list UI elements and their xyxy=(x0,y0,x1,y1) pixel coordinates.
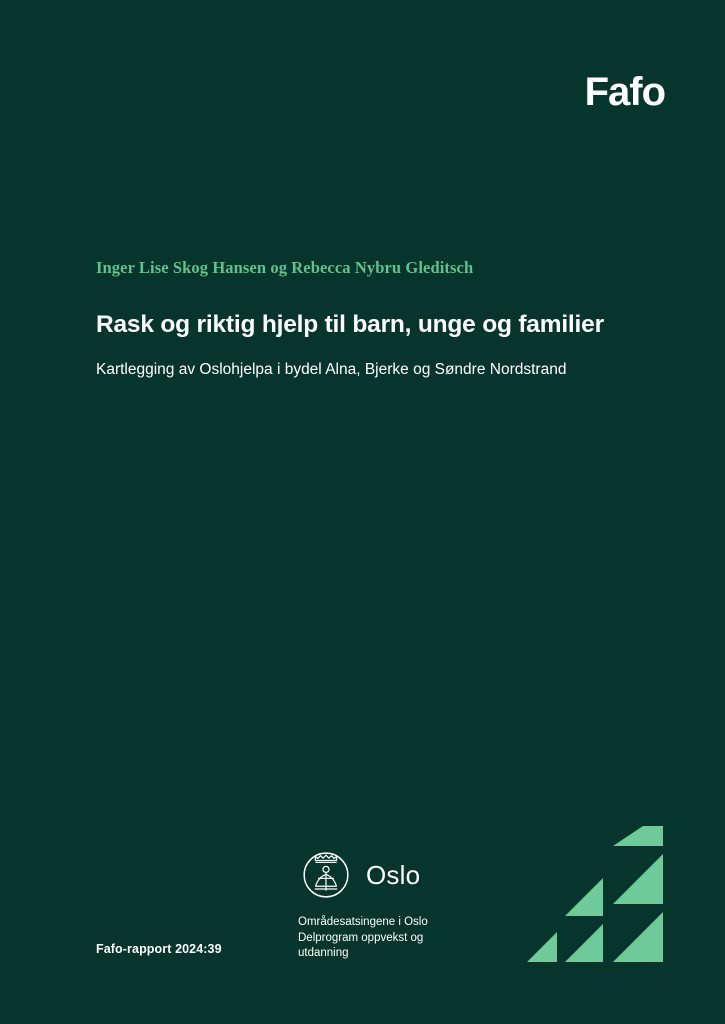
oslo-coat-of-arms-icon xyxy=(298,847,354,903)
fafo-logo: Fafo xyxy=(584,70,665,114)
partner-logo-block xyxy=(298,847,498,962)
authors-line: Inger Lise Skog Hansen og Rebecca Nybru Gleditsch xyxy=(96,258,474,277)
report-identifier: Fafo-rapport 2024:39 xyxy=(96,942,222,956)
page-title: Rask og riktig hjelp til barn, unge og familier xyxy=(96,311,604,338)
triangles-decoration-icon xyxy=(527,826,663,962)
partner-caption: Områdesatsingene i Oslo Delprogram oppvekst og utdanning xyxy=(298,916,428,960)
oslo-wordmark: Oslo xyxy=(366,860,421,891)
oslo-logo-row xyxy=(298,847,498,903)
page-subtitle: Kartlegging av Oslohjelpa i bydel Alna, Bjerke og Søndre Nordstrand xyxy=(96,361,567,379)
title-block xyxy=(96,258,656,381)
